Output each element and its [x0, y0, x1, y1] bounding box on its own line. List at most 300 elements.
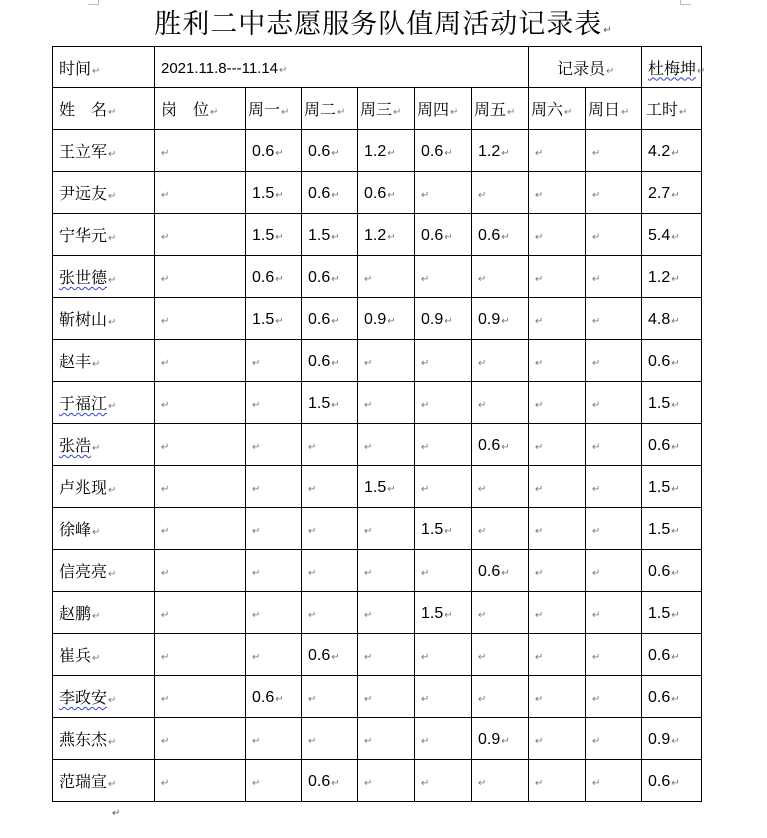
hours-mon-cell[interactable] [246, 760, 302, 802]
hours-fri-cell[interactable] [472, 340, 529, 382]
total-hours-cell[interactable] [642, 214, 702, 256]
paragraph-mark-icon: ↵ [535, 778, 544, 789]
hours-thu-cell[interactable] [415, 214, 472, 256]
hours-sat-cell[interactable] [529, 718, 586, 760]
hours-fri-cell[interactable] [472, 634, 529, 676]
hours-thu-cell[interactable] [415, 130, 472, 172]
hours-tue-cell[interactable] [302, 466, 358, 508]
hours-value: 1.5 [252, 310, 275, 328]
hours-mon-cell[interactable] [246, 130, 302, 172]
hours-thu-cell[interactable] [415, 466, 472, 508]
total-hours-cell[interactable] [642, 466, 702, 508]
hours-sun-cell[interactable] [586, 172, 642, 214]
hours-sun-cell[interactable] [586, 298, 642, 340]
hours-sat-cell[interactable] [529, 676, 586, 718]
hours-thu-cell[interactable] [415, 592, 472, 634]
name-cell[interactable] [53, 298, 155, 340]
recorder-name-cell[interactable]: 杜梅坤↵ [642, 47, 702, 88]
total-hours-value: 0.9 [648, 730, 671, 748]
volunteer-name: 于福江 [59, 394, 108, 413]
total-hours-cell[interactable] [642, 424, 702, 466]
name-cell[interactable] [53, 340, 155, 382]
hours-sun-cell[interactable] [586, 676, 642, 718]
total-hours-cell[interactable] [642, 172, 702, 214]
name-cell[interactable] [53, 256, 155, 298]
paragraph-mark-icon: ↵ [535, 526, 544, 537]
position-cell[interactable] [155, 676, 246, 718]
hours-fri-cell[interactable] [472, 760, 529, 802]
hours-sat-cell[interactable] [529, 550, 586, 592]
total-hours-cell[interactable] [642, 298, 702, 340]
hours-sat-cell[interactable] [529, 424, 586, 466]
name-cell[interactable] [53, 592, 155, 634]
paragraph-mark-icon: ↵ [108, 275, 117, 286]
hours-wed-cell[interactable] [358, 424, 415, 466]
hours-sun-cell[interactable] [586, 760, 642, 802]
hours-sat-cell[interactable] [529, 634, 586, 676]
total-hours-cell[interactable] [642, 508, 702, 550]
paragraph-mark-icon: ↵ [387, 483, 396, 495]
total-hours-value: 4.8 [648, 310, 671, 328]
hours-mon-cell[interactable] [246, 214, 302, 256]
hours-value: 0.9 [421, 310, 444, 328]
paragraph-mark-icon: ↵ [478, 400, 487, 411]
paragraph-mark-icon: ↵ [535, 610, 544, 621]
paragraph-mark-icon: ↵ [421, 736, 430, 747]
paragraph-mark-icon: ↵ [331, 651, 340, 663]
volunteer-name: 徐峰 [59, 520, 92, 539]
hours-wed-cell[interactable] [358, 676, 415, 718]
paragraph-mark-icon: ↵ [592, 190, 601, 201]
table-row [53, 676, 702, 718]
hours-sun-cell[interactable] [586, 718, 642, 760]
hours-value: 0.6 [478, 436, 501, 454]
hours-wed-cell[interactable] [358, 592, 415, 634]
hours-mon-cell[interactable] [246, 466, 302, 508]
paragraph-mark-icon: ↵ [592, 568, 601, 579]
name-cell[interactable] [53, 130, 155, 172]
hours-sun-cell[interactable] [586, 592, 642, 634]
paragraph-mark-icon: ↵ [478, 694, 487, 705]
paragraph-mark-icon: ↵ [108, 401, 117, 412]
total-hours-cell[interactable] [642, 718, 702, 760]
paragraph-mark-icon: ↵ [331, 315, 340, 327]
position-cell[interactable] [155, 340, 246, 382]
hours-mon-cell[interactable] [246, 550, 302, 592]
hours-wed-cell[interactable] [358, 214, 415, 256]
hours-mon-cell[interactable] [246, 634, 302, 676]
hours-sat-cell[interactable] [529, 508, 586, 550]
paragraph-mark-icon: ↵ [421, 274, 430, 285]
hours-sun-cell[interactable] [586, 550, 642, 592]
position-cell[interactable] [155, 424, 246, 466]
hours-mon-cell[interactable] [246, 592, 302, 634]
paragraph-mark-icon: ↵ [535, 694, 544, 705]
hours-thu-cell[interactable] [415, 550, 472, 592]
table-row [53, 214, 702, 256]
paragraph-mark-icon: ↵ [671, 609, 680, 621]
hours-tue-cell[interactable] [302, 256, 358, 298]
paragraph-mark-icon: ↵ [161, 526, 170, 537]
name-cell[interactable] [53, 172, 155, 214]
hours-value: 0.6 [364, 184, 387, 202]
hours-wed-cell[interactable] [358, 550, 415, 592]
name-cell[interactable] [53, 550, 155, 592]
hours-wed-cell[interactable] [358, 382, 415, 424]
position-cell[interactable] [155, 760, 246, 802]
hours-fri-cell[interactable] [472, 466, 529, 508]
document-title[interactable]: 胜利二中志愿服务队值周活动记录表↵ [154, 9, 613, 40]
hours-thu-cell[interactable] [415, 298, 472, 340]
hours-sat-cell[interactable] [529, 592, 586, 634]
hours-mon-cell[interactable] [246, 340, 302, 382]
name-cell[interactable] [53, 760, 155, 802]
paragraph-mark-icon: ↵ [671, 777, 680, 789]
paragraph-mark-icon: ↵ [478, 652, 487, 663]
header-sun[interactable]: 周日↵ [586, 88, 642, 130]
hours-thu-cell[interactable] [415, 718, 472, 760]
paragraph-mark-icon: ↵ [592, 148, 601, 159]
total-hours-cell[interactable] [642, 130, 702, 172]
paragraph-mark-icon: ↵ [92, 527, 101, 538]
table-row [53, 130, 702, 172]
hours-sun-cell[interactable] [586, 466, 642, 508]
paragraph-mark-icon: ↵ [478, 274, 487, 285]
position-cell[interactable] [155, 256, 246, 298]
hours-value: 0.6 [308, 772, 331, 790]
paragraph-mark-icon: ↵ [671, 693, 680, 705]
name-cell[interactable] [53, 214, 155, 256]
paragraph-mark-icon: ↵ [161, 232, 170, 243]
paragraph-mark-icon: ↵ [478, 484, 487, 495]
hours-wed-cell[interactable] [358, 508, 415, 550]
paragraph-mark-icon: ↵ [108, 695, 117, 706]
paragraph-mark-icon: ↵ [501, 735, 510, 747]
hours-mon-cell[interactable] [246, 676, 302, 718]
volunteer-name: 范瑞宣 [59, 772, 108, 791]
hours-thu-cell[interactable] [415, 508, 472, 550]
table-row [53, 340, 702, 382]
table-row [53, 382, 702, 424]
hours-fri-cell[interactable] [472, 592, 529, 634]
volunteer-name: 靳树山 [59, 310, 108, 329]
hours-tue-cell[interactable] [302, 424, 358, 466]
total-hours-cell[interactable] [642, 550, 702, 592]
hours-tue-cell[interactable] [302, 130, 358, 172]
paragraph-mark-icon: ↵ [592, 358, 601, 369]
hours-value: 0.6 [308, 268, 331, 286]
position-cell[interactable] [155, 592, 246, 634]
hours-sat-cell[interactable] [529, 130, 586, 172]
paragraph-mark-icon: ↵ [592, 736, 601, 747]
paragraph-mark-icon: ↵ [592, 484, 601, 495]
hours-sun-cell[interactable] [586, 256, 642, 298]
hours-tue-cell[interactable] [302, 550, 358, 592]
paragraph-mark-icon: ↵ [161, 400, 170, 411]
hours-value: 1.5 [252, 226, 275, 244]
paragraph-mark-icon: ↵ [421, 484, 430, 495]
paragraph-mark-icon: ↵ [275, 315, 284, 327]
paragraph-mark-icon: ↵ [364, 400, 373, 411]
hours-mon-cell[interactable] [246, 508, 302, 550]
position-cell[interactable] [155, 214, 246, 256]
position-cell[interactable] [155, 382, 246, 424]
total-hours-cell[interactable] [642, 634, 702, 676]
hours-fri-cell[interactable] [472, 214, 529, 256]
header-sat[interactable]: 周六↵ [529, 88, 586, 130]
paragraph-mark-icon: ↵ [275, 273, 284, 285]
hours-mon-cell[interactable] [246, 718, 302, 760]
volunteer-name: 李政安 [59, 688, 108, 707]
paragraph-mark-icon: ↵ [331, 147, 340, 159]
paragraph-mark-icon: ↵ [252, 736, 261, 747]
volunteer-name: 张世德 [59, 268, 108, 287]
paragraph-mark-icon: ↵ [671, 231, 680, 243]
paragraph-mark-icon: ↵ [331, 231, 340, 243]
hours-wed-cell[interactable] [358, 298, 415, 340]
paragraph-mark-icon: ↵ [308, 610, 317, 621]
paragraph-mark-icon: ↵ [161, 610, 170, 621]
position-cell[interactable] [155, 508, 246, 550]
hours-mon-cell[interactable] [246, 424, 302, 466]
hours-tue-cell[interactable] [302, 760, 358, 802]
paragraph-mark-icon: ↵ [535, 442, 544, 453]
hours-mon-cell[interactable] [246, 256, 302, 298]
paragraph-mark-icon: ↵ [108, 779, 117, 790]
hours-mon-cell[interactable] [246, 172, 302, 214]
hours-value: 0.9 [364, 310, 387, 328]
hours-value: 0.6 [308, 142, 331, 160]
hours-sat-cell[interactable] [529, 760, 586, 802]
position-cell[interactable] [155, 130, 246, 172]
header-tue[interactable]: 周二↵ [302, 88, 358, 130]
hours-wed-cell[interactable] [358, 466, 415, 508]
paragraph-mark-icon: ↵ [252, 442, 261, 453]
hours-sun-cell[interactable] [586, 130, 642, 172]
hours-sun-cell[interactable] [586, 214, 642, 256]
header-thu[interactable]: 周四↵ [415, 88, 472, 130]
header-hours[interactable]: 工时↵ [642, 88, 702, 130]
paragraph-mark-icon: ↵ [478, 190, 487, 201]
hours-fri-cell[interactable] [472, 382, 529, 424]
hours-fri-cell[interactable] [472, 676, 529, 718]
hours-sat-cell[interactable] [529, 382, 586, 424]
hours-sat-cell[interactable] [529, 214, 586, 256]
header-row [53, 88, 702, 130]
hours-fri-cell[interactable] [472, 424, 529, 466]
hours-tue-cell[interactable] [302, 592, 358, 634]
hours-value: 0.6 [421, 142, 444, 160]
paragraph-mark-icon: ↵ [535, 358, 544, 369]
header-mon[interactable]: 周一↵ [246, 88, 302, 130]
name-cell[interactable] [53, 676, 155, 718]
paragraph-mark-icon: ↵ [275, 693, 284, 705]
hours-fri-cell[interactable] [472, 298, 529, 340]
position-cell[interactable] [155, 550, 246, 592]
hours-tue-cell[interactable] [302, 718, 358, 760]
hours-tue-cell[interactable] [302, 676, 358, 718]
hours-mon-cell[interactable] [246, 298, 302, 340]
hours-fri-cell[interactable] [472, 256, 529, 298]
time-label-cell[interactable]: 时间↵ [53, 47, 155, 88]
hours-value: 1.5 [308, 226, 331, 244]
hours-value: 1.2 [364, 142, 387, 160]
position-cell[interactable] [155, 718, 246, 760]
hours-wed-cell[interactable] [358, 718, 415, 760]
total-hours-value: 5.4 [648, 226, 671, 244]
paragraph-mark-icon: ↵ [161, 316, 170, 327]
name-cell[interactable] [53, 466, 155, 508]
paragraph-mark-icon: ↵ [535, 652, 544, 663]
hours-fri-cell[interactable] [472, 718, 529, 760]
hours-sun-cell[interactable] [586, 508, 642, 550]
hours-value: 0.6 [308, 646, 331, 664]
paragraph-mark-icon: ↵ [535, 148, 544, 159]
paragraph-mark-icon: ↵ [308, 484, 317, 495]
hours-sat-cell[interactable] [529, 172, 586, 214]
total-hours-value: 4.2 [648, 142, 671, 160]
paragraph-mark-icon: ↵ [161, 652, 170, 663]
paragraph-mark-icon: ↵ [364, 442, 373, 453]
paragraph-mark-icon: ↵ [671, 399, 680, 411]
hours-sun-cell[interactable] [586, 634, 642, 676]
position-cell[interactable] [155, 634, 246, 676]
paragraph-mark-icon: ↵ [421, 652, 430, 663]
hours-tue-cell[interactable] [302, 634, 358, 676]
total-hours-cell[interactable] [642, 676, 702, 718]
paragraph-mark-icon: ↵ [592, 316, 601, 327]
total-hours-cell[interactable] [642, 592, 702, 634]
paragraph-mark-icon: ↵ [108, 317, 117, 328]
volunteer-name: 燕东杰 [59, 730, 108, 749]
position-cell[interactable] [155, 172, 246, 214]
hours-sun-cell[interactable] [586, 424, 642, 466]
hours-sat-cell[interactable] [529, 340, 586, 382]
hours-wed-cell[interactable] [358, 172, 415, 214]
total-hours-cell[interactable] [642, 760, 702, 802]
paragraph-mark-icon: ↵ [478, 610, 487, 621]
paragraph-mark-icon: ↵ [592, 694, 601, 705]
page-corner-left [88, 0, 99, 5]
time-value-cell[interactable]: 2021.11.8---11.14↵ [155, 47, 529, 88]
header-position[interactable]: 岗 位↵ [155, 88, 246, 130]
name-cell[interactable] [53, 424, 155, 466]
paragraph-mark-icon: ↵ [535, 400, 544, 411]
hours-value: 0.6 [252, 142, 275, 160]
hours-sun-cell[interactable] [586, 340, 642, 382]
hours-thu-cell[interactable] [415, 172, 472, 214]
total-hours-cell[interactable] [642, 256, 702, 298]
paragraph-mark-icon: ↵ [421, 190, 430, 201]
paragraph-mark-icon: ↵ [364, 778, 373, 789]
paragraph-mark-icon: ↵ [364, 694, 373, 705]
name-cell[interactable] [53, 382, 155, 424]
paragraph-mark-icon: ↵ [592, 610, 601, 621]
hours-tue-cell[interactable] [302, 340, 358, 382]
hours-tue-cell[interactable] [302, 214, 358, 256]
table-row [53, 256, 702, 298]
table-row [53, 508, 702, 550]
hours-sat-cell[interactable] [529, 298, 586, 340]
hours-tue-cell[interactable] [302, 172, 358, 214]
hours-wed-cell[interactable] [358, 256, 415, 298]
hours-mon-cell[interactable] [246, 382, 302, 424]
recorder-label-cell[interactable]: 记录员↵ [529, 47, 642, 88]
paragraph-mark-icon: ↵ [161, 442, 170, 453]
paragraph-mark-icon: ↵ [331, 273, 340, 285]
hours-thu-cell[interactable] [415, 634, 472, 676]
hours-sat-cell[interactable] [529, 256, 586, 298]
hours-value: 0.6 [308, 310, 331, 328]
paragraph-mark-icon: ↵ [275, 147, 284, 159]
hours-thu-cell[interactable] [415, 424, 472, 466]
paragraph-mark-icon: ↵ [308, 526, 317, 537]
hours-sat-cell[interactable] [529, 466, 586, 508]
hours-wed-cell[interactable] [358, 130, 415, 172]
name-cell[interactable] [53, 508, 155, 550]
volunteer-name: 赵鹏 [59, 604, 92, 623]
name-cell[interactable] [53, 634, 155, 676]
paragraph-mark-icon: ↵ [331, 777, 340, 789]
paragraph-mark-icon: ↵ [421, 358, 430, 369]
total-hours-value: 0.6 [648, 646, 671, 664]
hours-fri-cell[interactable] [472, 550, 529, 592]
hours-fri-cell[interactable] [472, 172, 529, 214]
position-cell[interactable] [155, 298, 246, 340]
hours-sun-cell[interactable] [586, 382, 642, 424]
hours-thu-cell[interactable] [415, 760, 472, 802]
header-fri[interactable]: 周五↵ [472, 88, 529, 130]
hours-tue-cell[interactable] [302, 382, 358, 424]
hours-thu-cell[interactable] [415, 256, 472, 298]
hours-fri-cell[interactable] [472, 508, 529, 550]
paragraph-mark-icon: ↵ [92, 359, 101, 370]
page-corner-right [680, 0, 691, 5]
hours-fri-cell[interactable] [472, 130, 529, 172]
paragraph-mark-icon: ↵ [331, 189, 340, 201]
header-name[interactable]: 姓 名↵ [53, 88, 155, 130]
name-cell[interactable] [53, 718, 155, 760]
header-wed[interactable]: 周三↵ [358, 88, 415, 130]
paragraph-mark-icon: ↵ [444, 609, 453, 621]
paragraph-mark-icon: ↵ [592, 526, 601, 537]
hours-wed-cell[interactable] [358, 340, 415, 382]
paragraph-mark-icon: ↵ [671, 273, 680, 285]
paragraph-mark-icon: ↵ [161, 568, 170, 579]
paragraph-mark-icon: ↵ [501, 147, 510, 159]
hours-thu-cell[interactable] [415, 382, 472, 424]
total-hours-cell[interactable] [642, 382, 702, 424]
paragraph-mark-icon: ↵ [252, 484, 261, 495]
hours-wed-cell[interactable] [358, 634, 415, 676]
paragraph-mark-icon: ↵ [92, 611, 101, 622]
hours-wed-cell[interactable] [358, 760, 415, 802]
paragraph-mark-icon: ↵ [592, 232, 601, 243]
hours-thu-cell[interactable] [415, 676, 472, 718]
hours-tue-cell[interactable] [302, 508, 358, 550]
paragraph-mark-icon: ↵ [421, 442, 430, 453]
paragraph-mark-icon: ↵ [364, 736, 373, 747]
paragraph-mark-icon: ↵ [252, 358, 261, 369]
paragraph-mark-icon: ↵ [308, 736, 317, 747]
total-hours-cell[interactable] [642, 340, 702, 382]
position-cell[interactable] [155, 466, 246, 508]
table-row [53, 760, 702, 802]
hours-thu-cell[interactable] [415, 340, 472, 382]
paragraph-mark-icon: ↵ [444, 231, 453, 243]
volunteer-name: 赵丰 [59, 352, 92, 371]
hours-tue-cell[interactable] [302, 298, 358, 340]
